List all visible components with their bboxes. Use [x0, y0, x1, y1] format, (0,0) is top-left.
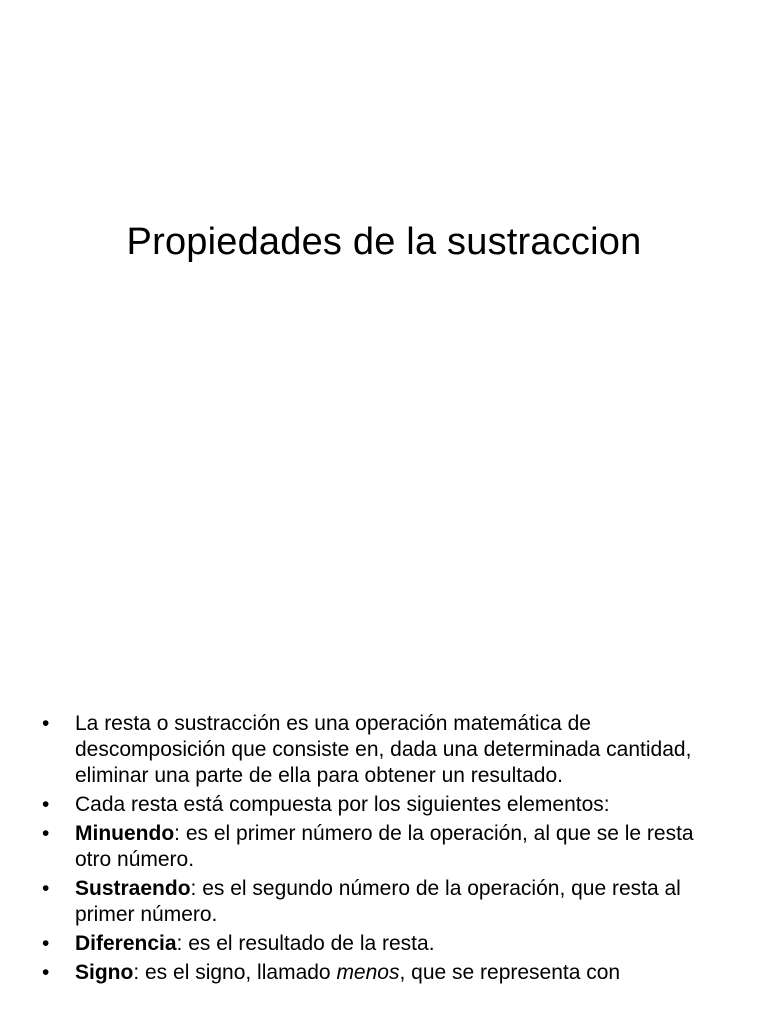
bullet-dot-icon: • [42, 961, 50, 984]
bullet-list [40, 711, 730, 989]
bullet-item-minuendo [40, 821, 730, 873]
bullet-item-diferencia [40, 931, 730, 957]
bullet-text-after: , que se representa con [399, 961, 621, 984]
bullet-text: : es el segundo número de la operación, que resta al primer número. [75, 877, 681, 926]
term-signo: Signo [75, 961, 134, 984]
term-diferencia: Diferencia [75, 932, 177, 955]
bullet-text: La resta o sustracción es una operación matemática de descomposición que consiste en, dada una determinada cantidad, eliminar una parte de ella para obtener un resultado. [75, 712, 692, 787]
bullet-text: : es el resultado de la resta. [176, 932, 435, 955]
bullet-item-elements [40, 792, 730, 818]
bullet-dot-icon: • [42, 712, 50, 735]
term-menos-emphasis: menos [336, 961, 400, 984]
term-sustraendo: Sustraendo [75, 877, 191, 900]
term-minuendo: Minuendo [75, 822, 175, 845]
bullet-item-definition [40, 711, 730, 789]
bullet-text: : es el primer número de la operación, al que se le resta otro número. [75, 822, 694, 871]
bullet-text: Cada resta está compuesta por los siguientes elementos: [75, 793, 610, 816]
slide-title: Propiedades de la sustraccion [126, 221, 642, 263]
bullet-dot-icon: • [42, 932, 50, 955]
bullet-dot-icon: • [42, 877, 50, 900]
bullet-text-before: : es el signo, llamado [133, 961, 337, 984]
bullet-dot-icon: • [42, 793, 50, 816]
bullet-item-signo [40, 960, 730, 986]
bullet-dot-icon: • [42, 822, 50, 845]
bullet-item-sustraendo [40, 876, 730, 928]
